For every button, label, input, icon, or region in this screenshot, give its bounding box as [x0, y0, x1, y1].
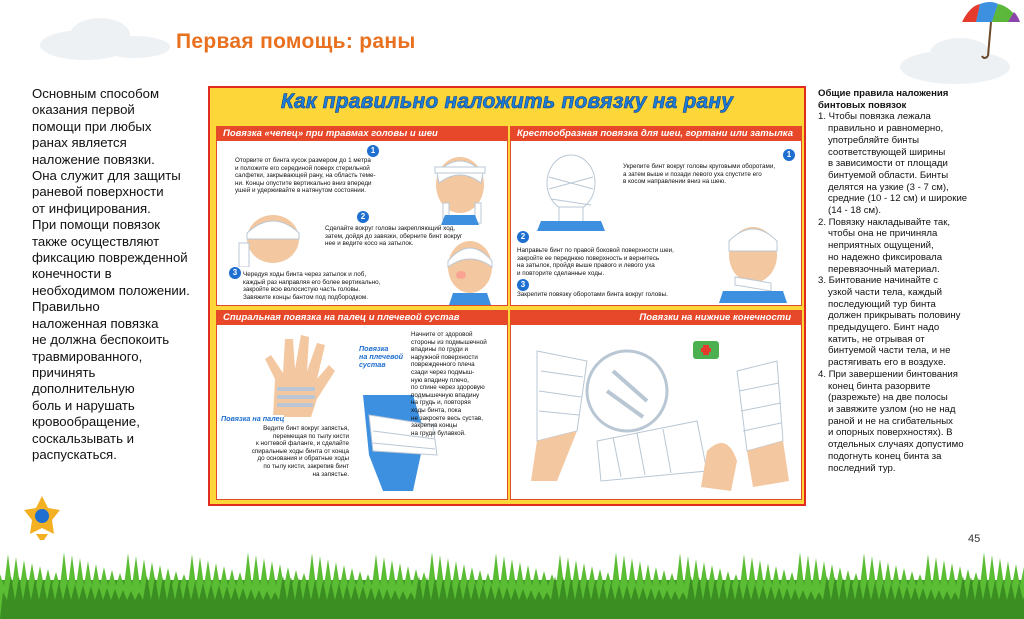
step-line: и положите его серединой поверх стерильной: [235, 164, 370, 172]
intro-line: При помощи повязок: [32, 217, 161, 233]
finger-label: Повязка на палец: [221, 414, 285, 423]
panel-cross-bandage: [510, 126, 802, 306]
step-badge: 2: [517, 231, 529, 243]
step-line: подмышечную впадину: [411, 391, 480, 399]
step-line: на затылок, пройдя выше правого и левого уха: [517, 262, 655, 270]
rule-line: соответствующей ширины: [828, 146, 946, 158]
poster-title: Как правильно наложить повязку на рану: [280, 90, 734, 113]
step-text: [235, 157, 376, 195]
panel-heading: Спиральная повязка на палец и плечевой сустав: [217, 311, 507, 325]
step-line: закройте всю волосистую часть головы.: [243, 286, 361, 294]
step-line: а затем выше и позади левого уха спустите его: [623, 170, 762, 178]
cloud-decoration: [100, 36, 170, 58]
umbrella-icon: [958, 0, 1024, 62]
step-line: наружной поверхности: [411, 353, 478, 361]
rule-line: чтобы она не причиняла: [828, 228, 938, 240]
step-line: ушей и удерживайте в натянутом состоянии.: [235, 187, 367, 195]
rule-line: последний тур.: [828, 462, 896, 474]
head-bandage-illustration: [415, 143, 505, 225]
step-line: к ногтевой фаланге, и сделайте: [255, 440, 349, 448]
step-badge: 3: [517, 279, 529, 291]
page-title: Первая помощь: раны: [176, 30, 416, 53]
rule-line: узкой части тела, каждый: [828, 286, 942, 298]
step-line: затем, дойдя до завязки, оберните бинт вокруг: [325, 232, 463, 240]
step-text: [229, 425, 349, 478]
intro-line: Основным способом: [32, 86, 160, 101]
step-line: спиральные ходы бинта от конца: [251, 447, 349, 455]
rule-line: неприятных ощущений,: [828, 240, 934, 252]
rule-line: 2. Повязку накладывайте так,: [818, 216, 951, 228]
step-text: [517, 291, 668, 299]
rule-line: подогнуть конец бинта за: [828, 450, 942, 462]
rule-line: бинтуемой части тела, и не: [828, 345, 951, 357]
step-badge: 1: [367, 145, 379, 157]
step-line: Направьте бинт по правой боковой поверхности шеи,: [517, 247, 674, 254]
panel-leg-bandages: [510, 310, 802, 500]
intro-line: раневой поверхности: [32, 184, 164, 200]
step-line: Укрепите бинт вокруг головы круговыми оборотами,: [623, 163, 776, 170]
step-line: Начните от здоровой: [411, 331, 473, 338]
intro-line: дополнительную: [32, 381, 135, 397]
intro-text: [32, 86, 202, 463]
step-line: в косом направлении вниз на шею.: [623, 178, 726, 186]
intro-line: помощи при любых: [32, 118, 152, 134]
intro-line: распускаться.: [32, 446, 117, 462]
step-badge: 2: [357, 211, 369, 223]
rule-line: (разрежьте) на две полосы: [828, 392, 948, 404]
step-line: на грудь и, повторяя: [411, 399, 471, 407]
rule-line: перевязочный материал.: [828, 263, 940, 275]
mchs-emblem-icon: [22, 494, 62, 542]
rule-line: употребляйте бинты: [828, 134, 920, 146]
rule-line: 1. Чтобы повязка лежала: [818, 111, 931, 123]
intro-line: от инфицирования.: [32, 200, 151, 216]
intro-line: оказания первой: [32, 102, 135, 118]
step-line: и повторите сделанные ходы.: [517, 269, 605, 277]
panel-spiral-bandage: [216, 310, 508, 500]
step-line: на груди булавкой.: [411, 429, 466, 437]
step-line: Чередуя ходы бинта через затылок и лоб,: [243, 271, 367, 278]
step-line: по спине через здоровую: [411, 384, 485, 392]
bandage-rules: [818, 88, 1018, 474]
step-line: Закрепите повязку оборотами бинта вокруг головы.: [517, 291, 668, 298]
intro-line: соскальзывать и: [32, 430, 134, 446]
step-line: ходы бинта, пока: [411, 406, 462, 414]
step-line: перемещая по тылу кисти: [272, 432, 349, 440]
rule-line: последующий тур бинта: [828, 298, 936, 310]
intro-line: конечности в: [32, 266, 112, 282]
label-line: на плечевой: [359, 352, 404, 361]
intro-line: наложение повязки.: [32, 151, 155, 167]
step-line: до основания и обратные ходы: [257, 455, 349, 463]
step-line: стороны из подмышечной: [411, 338, 487, 346]
rule-line: но надежно фиксировала: [828, 251, 943, 263]
intro-line: Правильно: [32, 299, 100, 315]
intro-line: Она служит для защиты: [32, 168, 181, 184]
bandage-poster: [208, 86, 806, 506]
step-line: закрепив концы: [411, 422, 458, 430]
step-text: [243, 271, 380, 301]
step-line: Сделайте вокруг головы закрепляющий ход,: [325, 225, 456, 232]
page-number: 45: [968, 533, 981, 545]
step-badge: 3: [229, 267, 241, 279]
step-line: Завяжите концы бантом под подбородком.: [243, 293, 369, 301]
rule-line: (14 - 18 см).: [828, 205, 881, 217]
step-line: ни. Концы опустите вертикально вниз впереди: [235, 179, 372, 187]
rule-line: должен прикрывать половину: [828, 310, 961, 322]
step-line: ную впадину плечо,: [411, 376, 469, 384]
rule-line: бинтуемой области. Бинты: [828, 169, 949, 181]
intro-line: травмированного,: [32, 348, 143, 364]
rule-line: раной и не на сгибательных: [828, 415, 953, 427]
rule-line: 3. Бинтование начинайте с: [818, 275, 939, 287]
step-line: закройте ее переднюю поверхность и вернитесь: [517, 254, 660, 262]
step-badge: 1: [783, 149, 795, 161]
shoulder-label: [359, 345, 403, 369]
label-line: Повязка: [359, 344, 389, 353]
rule-line: катить, не отрывая от: [828, 333, 925, 345]
rules-heading: Общие правила наложения: [818, 88, 949, 99]
head-bandage-illustration: [435, 231, 505, 305]
intro-line: причинять: [32, 364, 96, 380]
rule-line: и завяжите узлом (но не над: [828, 403, 956, 415]
step-line: салфетки, закрывающей рану, на область теме-: [235, 172, 376, 180]
step-text: [517, 247, 674, 277]
intro-line: необходимом положении.: [32, 282, 190, 298]
rule-line: средние (10 - 12 см) и широкие: [828, 193, 968, 205]
rule-line: правильно и равномерно,: [828, 123, 944, 135]
intro-line: наложенная повязка: [32, 315, 159, 331]
step-line: на запястье.: [312, 470, 349, 478]
step-line: не закроете весь сустав,: [411, 414, 483, 422]
intro-line: ранах является: [32, 135, 127, 151]
step-line: Ведите бинт вокруг запястья,: [263, 425, 349, 432]
intro-line: не должна беспокоить: [32, 332, 170, 348]
panel-heading: Повязка «чепец» при травмах головы и шеи: [217, 127, 507, 141]
step-line: по тылу кисти, закрепив бинт: [263, 462, 349, 470]
step-line: сзади через подмыш-: [411, 368, 475, 376]
rule-line: отдельных случаях допустимо: [828, 439, 964, 451]
panel-heading: Повязки на нижние конечности: [511, 311, 801, 325]
rule-line: в зависимости от площади: [828, 158, 948, 170]
rules-heading: бинтовых повязок: [818, 99, 907, 111]
leg-bandage-illustration: [517, 331, 797, 497]
label-line: сустав: [359, 360, 386, 369]
neck-bandage-illustration: [531, 145, 611, 231]
rule-line: предыдущего. Бинт надо: [828, 322, 940, 334]
step-text: [411, 331, 487, 437]
rule-line: делятся на узкие (3 - 7 см),: [828, 181, 949, 193]
panel-heading: Крестообразная повязка для шеи, гортани или затылка: [511, 127, 801, 141]
intro-line: кровообращение,: [32, 414, 140, 430]
rule-line: растягивать его в воздухе.: [828, 357, 946, 369]
rule-line: 4. При завершении бинтования: [818, 368, 958, 380]
intro-line: фиксацию поврежденной: [32, 250, 188, 266]
step-line: поврежденного плеча: [411, 361, 475, 369]
panel-cap-bandage: [216, 126, 508, 306]
intro-line: боль и нарушать: [32, 397, 135, 413]
hand-bandage-illustration: [253, 329, 343, 419]
step-line: впадины по груди и: [411, 346, 468, 354]
head-bandage-illustration: [231, 209, 315, 267]
neck-bandage-illustration: [711, 217, 795, 303]
intro-line: также осуществляют: [32, 233, 160, 249]
step-line: каждый раз направляя его более вертикально,: [243, 278, 381, 286]
grass-decoration: [0, 540, 1024, 619]
rule-line: конец бинта разорвите: [828, 380, 931, 392]
step-line: нее и ведите косо на затылок.: [325, 240, 414, 248]
rule-line: и опорных поверхностях). В: [828, 427, 953, 439]
step-text: [623, 163, 775, 186]
step-line: Оторвите от бинта кусок размером до 1 метра: [235, 157, 371, 164]
